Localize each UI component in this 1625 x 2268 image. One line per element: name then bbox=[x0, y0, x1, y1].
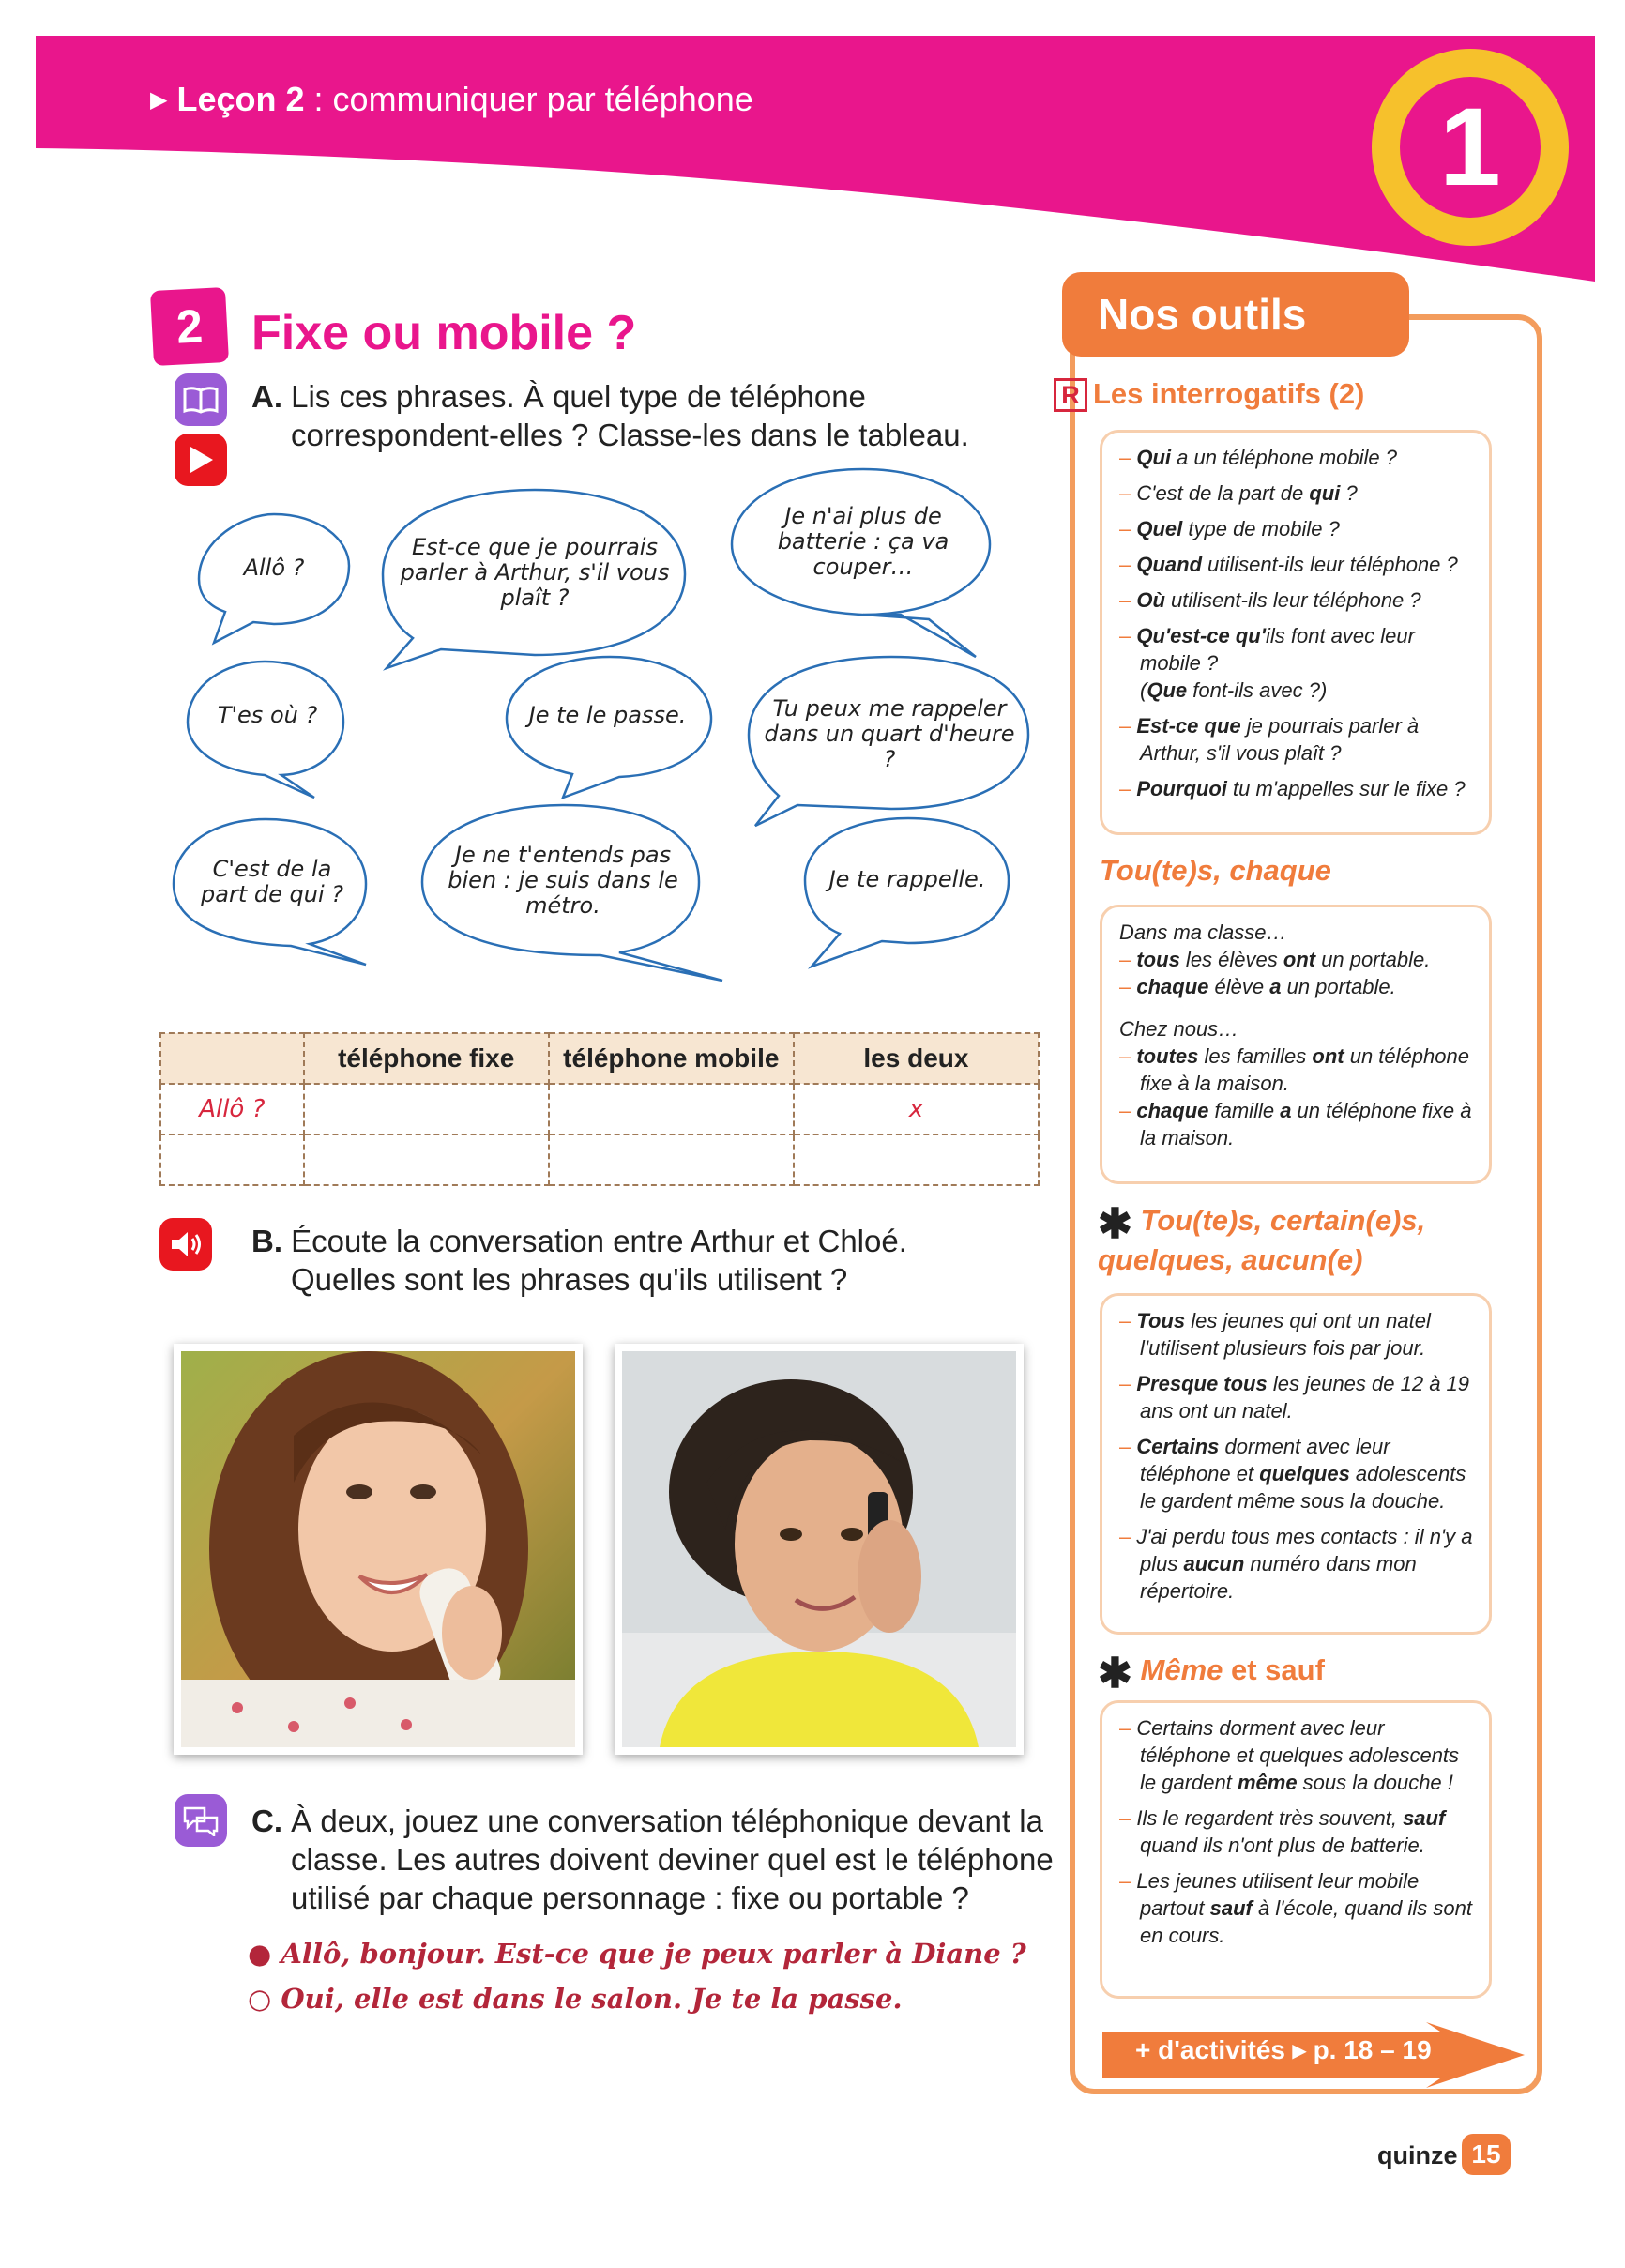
example-text: Ils le regardent très souvent, bbox=[1136, 1806, 1404, 1830]
example-text: à l'école, quand ils sont en cours. bbox=[1140, 1896, 1472, 1947]
example-line: – Qu'est-ce qu'ils font avec leur mobile ? (Que font-ils avec ?) bbox=[1119, 624, 1415, 702]
instruction-b-line1: Écoute la conversation entre Arthur et Chloé. bbox=[291, 1224, 907, 1258]
classification-table bbox=[159, 1032, 1040, 1186]
page-number-badge: 15 bbox=[1462, 2134, 1511, 2175]
example-text: dorment avec leur téléphone et bbox=[1140, 1435, 1390, 1485]
example-text: numéro dans mon répertoire. bbox=[1140, 1552, 1417, 1603]
example-line: – Quand utilisent-ils leur téléphone ? bbox=[1119, 553, 1458, 576]
example-text: sous la douche ! bbox=[1297, 1771, 1453, 1794]
instruction-a-line1: Lis ces phrases. À quel type de téléphone bbox=[291, 379, 866, 414]
section-title: Tou(te)s, certain(e)s, quelques, aucun(e) bbox=[1098, 1204, 1426, 1276]
example-line: – Où utilisent-ils leur téléphone ? bbox=[1119, 588, 1421, 612]
section-heading-meme-sauf bbox=[1098, 1650, 1325, 1697]
sidebar-title: Nos outils bbox=[1062, 272, 1409, 357]
keyword: Presque tous bbox=[1136, 1372, 1268, 1395]
section-heading-tous-chaque bbox=[1100, 854, 1331, 888]
section-title-em: Même bbox=[1140, 1653, 1223, 1686]
table-cell[interactable] bbox=[304, 1084, 549, 1134]
table-cell[interactable] bbox=[160, 1134, 304, 1185]
example-line: – chaque famille a un téléphone fixe à la maison. bbox=[1119, 1099, 1472, 1149]
example-text: je pourrais parler à Arthur, s'il vous plaît ? bbox=[1140, 714, 1420, 765]
bubble-text: Tu peux me rappeler dans un quart d'heure ? bbox=[764, 694, 1015, 772]
example-text: les jeunes de 12 à 19 ans ont un natel. bbox=[1140, 1372, 1470, 1423]
instruction-b bbox=[251, 1222, 907, 1299]
asterisk-icon: ✱ bbox=[1098, 1201, 1132, 1247]
keyword: Quel bbox=[1136, 517, 1183, 540]
keyword: Quand bbox=[1136, 553, 1203, 576]
example-text: ? bbox=[1340, 481, 1358, 505]
bubble-text: Est-ce que je pourrais parler à Arthur, s'il vous plaît ? bbox=[400, 533, 670, 611]
example-text: C'est de la part de bbox=[1136, 481, 1310, 505]
table-row bbox=[160, 1084, 1039, 1134]
example-line: – Certains dorment avec leur téléphone et quelques adolescents le gardent même sous la douche. bbox=[1119, 1435, 1466, 1513]
example-text: ils font avec leur mobile ? bbox=[1140, 624, 1415, 675]
girl-on-phone-photo bbox=[174, 1344, 583, 1755]
example-line: – Les jeunes utilisent leur mobile partout sauf à l'école, quand ils sont en cours. bbox=[1119, 1869, 1472, 1947]
example-line: – Est-ce que je pourrais parler à Arthur, s'il vous plaît ? bbox=[1119, 714, 1420, 765]
instruction-b-letter: B. bbox=[251, 1224, 282, 1258]
play-arrow-icon: ▶ bbox=[150, 87, 168, 113]
example-text: un téléphone fixe à la maison. bbox=[1140, 1099, 1472, 1149]
example-line: – Quel type de mobile ? bbox=[1119, 517, 1340, 540]
example-line: – J'ai perdu tous mes contacts : il n'y a plus aucun numéro dans mon répertoire. bbox=[1119, 1525, 1473, 1603]
example-text: font-ils avec ?) bbox=[1187, 678, 1328, 702]
example-text: tu m'appelles sur le fixe ? bbox=[1226, 777, 1466, 800]
instruction-c-letter: C. bbox=[251, 1804, 282, 1838]
example-text: les jeunes qui ont un natel l'utilisent plusieurs fois par jour. bbox=[1140, 1309, 1431, 1360]
instruction-c bbox=[251, 1802, 1054, 1917]
keyword: Tous bbox=[1136, 1309, 1186, 1332]
page-number-word: quinze bbox=[1377, 2141, 1458, 2169]
keyword: Pourquoi bbox=[1136, 777, 1227, 800]
bubble-text: T'es où ? bbox=[217, 702, 318, 728]
example-line: – Presque tous les jeunes de 12 à 19 ans ont un natel. bbox=[1119, 1372, 1470, 1423]
keyword: Est-ce que bbox=[1136, 714, 1241, 738]
example-text: élève bbox=[1208, 975, 1270, 998]
keyword: aucun bbox=[1183, 1552, 1245, 1575]
exercise-title: Fixe ou mobile ? bbox=[251, 306, 637, 360]
keyword: chaque bbox=[1136, 1099, 1209, 1122]
table-cell[interactable] bbox=[549, 1084, 794, 1134]
section-title: et sauf bbox=[1223, 1653, 1325, 1686]
keyword: Où bbox=[1136, 588, 1165, 612]
lesson-topic: : communiquer par téléphone bbox=[313, 80, 753, 118]
dialogue-text: Allô, bonjour. Est-ce que je peux parler à Diane ? bbox=[281, 1938, 1026, 1970]
keyword: Qui bbox=[1136, 446, 1172, 469]
section-title: Tou(te)s, chaque bbox=[1100, 854, 1331, 887]
keyword: qui bbox=[1309, 481, 1341, 505]
bubble-text: Je te rappelle. bbox=[828, 866, 986, 892]
example-line: – toutes les familles ont un téléphone fixe à la maison. bbox=[1119, 1044, 1469, 1095]
speech-dialog-icon bbox=[175, 1794, 227, 1847]
instruction-a-letter: A. bbox=[251, 379, 282, 414]
section-heading-interrogatifs bbox=[1054, 377, 1364, 412]
section-heading-quantifiers bbox=[1098, 1203, 1492, 1278]
context-line: Dans ma classe… bbox=[1119, 921, 1287, 944]
keyword: Certains bbox=[1136, 1435, 1220, 1458]
boy-on-phone-photo bbox=[615, 1344, 1024, 1755]
instruction-b-line2: Quelles sont les phrases qu'ils utilisent ? bbox=[291, 1262, 848, 1297]
asterisk-icon: ✱ bbox=[1098, 1651, 1132, 1697]
keyword: sauf bbox=[1403, 1806, 1446, 1830]
filled-bullet-icon: ● bbox=[248, 1938, 272, 1970]
example-line: – chaque élève a un portable. bbox=[1119, 975, 1396, 998]
bubble-text: C'est de la part de qui ? bbox=[201, 856, 343, 907]
lesson-label: Leçon 2 bbox=[176, 80, 305, 118]
table-cell[interactable] bbox=[794, 1134, 1039, 1185]
instruction-c-line1: À deux, jouez une conversation téléphonique devant la bbox=[291, 1804, 1043, 1838]
table-cell: Allô ? bbox=[160, 1084, 304, 1134]
instruction-a-line2: correspondent-elles ? Classe-les dans le tableau. bbox=[291, 418, 969, 452]
dialogue-line bbox=[248, 1983, 903, 2015]
example-text: les élèves bbox=[1179, 948, 1283, 971]
dialogue-line bbox=[248, 1938, 1026, 1970]
reference-r-icon: R bbox=[1054, 378, 1087, 412]
table-header: téléphone fixe bbox=[304, 1033, 549, 1084]
keyword: tous bbox=[1136, 948, 1180, 971]
example-text: type de mobile ? bbox=[1182, 517, 1340, 540]
example-text: famille bbox=[1208, 1099, 1281, 1122]
keyword: toutes bbox=[1136, 1044, 1199, 1068]
keyword: Qu'est-ce qu' bbox=[1136, 624, 1266, 647]
example-line: – Tous les jeunes qui ont un natel l'utilisent plusieurs fois par jour. bbox=[1119, 1309, 1431, 1360]
section-title: Les interrogatifs (2) bbox=[1093, 377, 1365, 410]
example-text: quand ils n'ont plus de batterie. bbox=[1140, 1834, 1425, 1857]
keyword: a bbox=[1280, 1099, 1292, 1122]
example-text: utilisent-ils leur téléphone ? bbox=[1202, 553, 1458, 576]
keyword: sauf bbox=[1209, 1896, 1253, 1920]
keyword: chaque bbox=[1136, 975, 1209, 998]
example-text: un portable. bbox=[1281, 975, 1396, 998]
example-text: J'ai perdu tous mes contacts : il n'y a plus bbox=[1136, 1525, 1473, 1575]
dialogue-text: Oui, elle est dans le salon. Je te la passe. bbox=[281, 1983, 903, 2015]
tous-chaque-box bbox=[1100, 905, 1492, 1184]
example-line: – Pourquoi tu m'appelles sur le fixe ? bbox=[1119, 777, 1466, 800]
keyword: même bbox=[1237, 1771, 1298, 1794]
example-text: un téléphone fixe à la maison. bbox=[1140, 1044, 1469, 1095]
keyword: ont bbox=[1283, 948, 1316, 971]
example-line: – Certains dorment avec leur téléphone et quelques adolescents le gardent même sous la douche ! bbox=[1119, 1716, 1460, 1794]
table-cell[interactable] bbox=[304, 1134, 549, 1185]
bubble-text: Je te le passe. bbox=[528, 701, 687, 728]
example-text: adolescents le gardent même sous la douche. bbox=[1140, 1462, 1466, 1513]
example-text: les familles bbox=[1198, 1044, 1313, 1068]
keyword: quelques bbox=[1259, 1462, 1350, 1485]
table-header: téléphone mobile bbox=[549, 1033, 794, 1084]
exercise-number: 2 bbox=[150, 287, 229, 366]
quantifiers-box bbox=[1100, 1293, 1492, 1635]
more-activities-link[interactable]: + d'activités ▸ p. 18 – 19 bbox=[1135, 2035, 1432, 2064]
table-header-row bbox=[160, 1033, 1039, 1084]
example-line: – C'est de la part de qui ? bbox=[1119, 481, 1358, 505]
meme-sauf-box bbox=[1100, 1700, 1492, 1999]
bubble-text: Je n'ai plus de batterie : ça va couper… bbox=[777, 503, 949, 580]
example-line: – Ils le regardent très souvent, sauf quand ils n'ont plus de batterie. bbox=[1119, 1806, 1446, 1857]
context-line: Chez nous… bbox=[1119, 1017, 1239, 1041]
table-row bbox=[160, 1134, 1039, 1185]
example-text: Les jeunes utilisent leur mobile partout bbox=[1136, 1869, 1420, 1920]
keyword: a bbox=[1269, 975, 1282, 998]
example-line: – tous les élèves ont un portable. bbox=[1119, 948, 1431, 971]
table-header: les deux bbox=[794, 1033, 1039, 1084]
table-cell[interactable]: x bbox=[794, 1084, 1039, 1134]
example-text: un portable. bbox=[1315, 948, 1431, 971]
example-text: a un téléphone mobile ? bbox=[1171, 446, 1397, 469]
interrogatives-box bbox=[1100, 430, 1492, 835]
bubble-text: Je ne t'entends pas bien : je suis dans le métro. bbox=[448, 841, 678, 919]
example-text: Certains dorment avec leur téléphone et quelques adolescents le gardent bbox=[1136, 1716, 1460, 1794]
keyword: Que bbox=[1147, 678, 1188, 702]
example-text: utilisent-ils leur téléphone ? bbox=[1164, 588, 1421, 612]
table-header bbox=[160, 1033, 304, 1084]
keyword: ont bbox=[1312, 1044, 1344, 1068]
hollow-bullet-icon: ○ bbox=[248, 1983, 272, 2015]
audio-speaker-icon[interactable] bbox=[159, 1218, 212, 1271]
instruction-c-line3: utilisé par chaque personnage : fixe ou portable ? bbox=[291, 1880, 969, 1915]
table-cell[interactable] bbox=[549, 1134, 794, 1185]
unit-number: 1 bbox=[1400, 77, 1541, 218]
instruction-c-line2: classe. Les autres doivent deviner quel est le téléphone bbox=[291, 1842, 1054, 1877]
example-line: – Qui a un téléphone mobile ? bbox=[1119, 446, 1397, 469]
bubble-text: Allô ? bbox=[243, 554, 305, 581]
